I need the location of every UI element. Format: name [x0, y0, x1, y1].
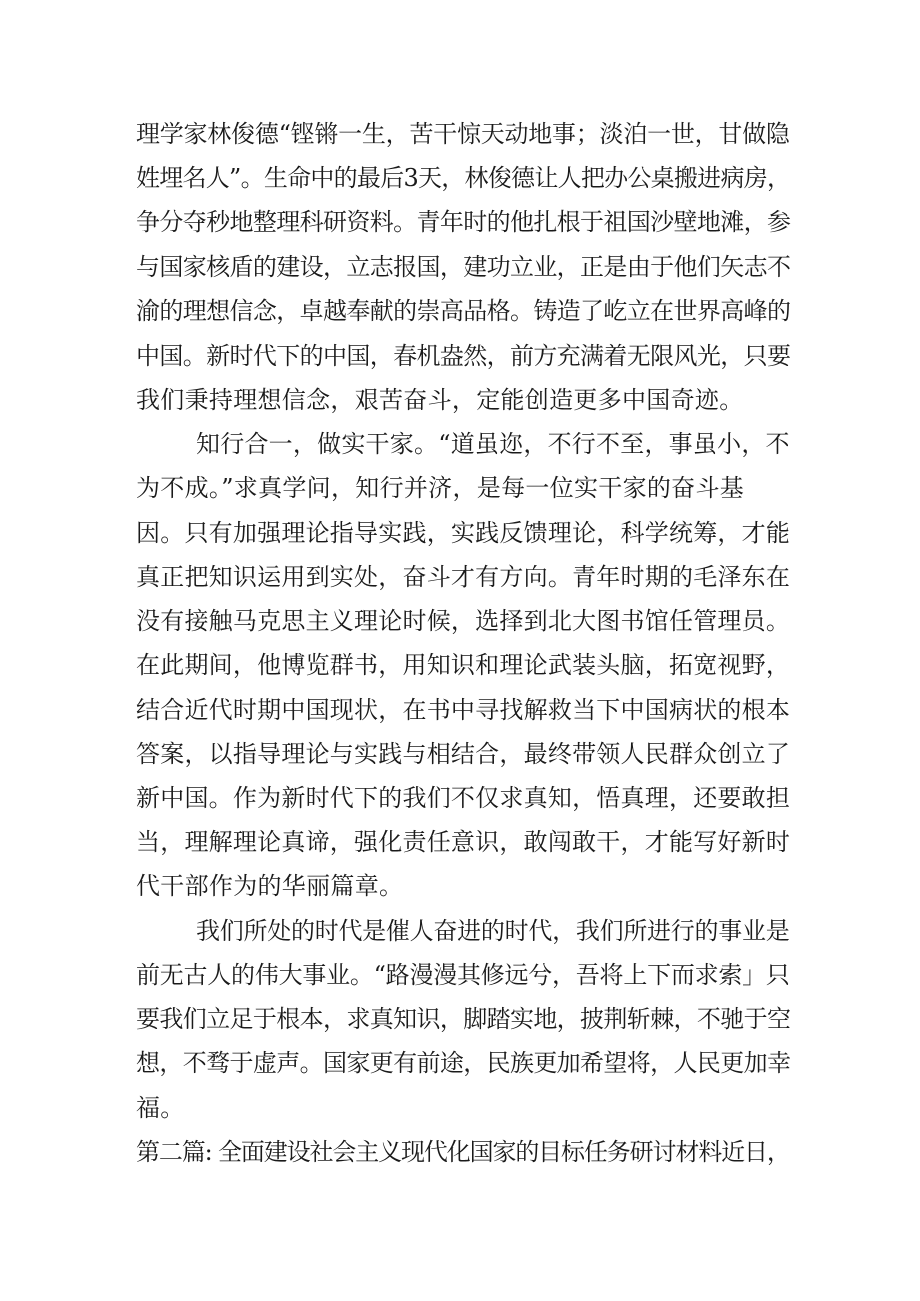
- text-line: 我们秉持理想信念，艰苦奋斗，定能创造更多中国奇迹。: [136, 386, 744, 414]
- text-line: 与国家核盾的建设，立志报国，建功立业，正是由于他们矢志不: [136, 253, 791, 281]
- text-line: 理学家林俊德“铿锵一生，苦干惊天动地事；淡泊一世，甘做隐: [136, 120, 790, 148]
- text-line: 结合近代时期中国现状，在书中寻找解救当下中国病状的根本: [136, 696, 791, 724]
- text-line: 真正把知识运用到实处，奋斗才有方向。青年时期的毛泽东在: [136, 563, 791, 591]
- text-line: 福。: [136, 1094, 185, 1122]
- text-line: 要我们立足于根本，求真知识，脚踏实地，披荆斩棘，不驰于空: [136, 1005, 791, 1033]
- text-line: 答案，以指导理论与实践与相结合，最终带领人民群众创立了: [136, 740, 791, 768]
- text-line: 当，理解理论真谛，强化责任意识，敢闯敢干，才能写好新时: [136, 828, 791, 856]
- paragraph-first-line: 我们所处的时代是催人奋进的时代，我们所进行的事业是: [196, 917, 790, 945]
- text-line: 想，不骛于虚声。国家更有前途，民族更加希望将，人民更加幸: [136, 1049, 791, 1077]
- text-line: 姓埋名人”。生命中的最后3天，林俊德让人把办公桌搬进病房，: [136, 164, 791, 192]
- text-line: 中国。新时代下的中国，春机盎然，前方充满着无限风光，只要: [136, 342, 791, 370]
- text-line: 在此期间，他博览群书，用知识和理论武装头脑，拓宽视野，: [136, 651, 791, 679]
- text-line: 争分夺秒地整理科研资料。青年时的他扎根于祖国沙壁地滩，参: [136, 208, 791, 236]
- text-line: 没有接触马克思主义理论时候，选择到北大图书馆任管理员。: [136, 607, 791, 635]
- text-line: 新中国。作为新时代下的我们不仅求真知，悟真理，还要敢担: [136, 784, 791, 812]
- section-heading-line: 第二篇: 全面建设社会主义现代化国家的目标任务研讨材料近日，: [136, 1138, 790, 1166]
- text-line: 为不成。”求真学问，知行并济，是每一位实干家的奋斗基: [136, 474, 745, 502]
- text-line: 代干部作为的华丽篇章。: [136, 872, 404, 900]
- text-line: 渝的理想信念，卓越奉献的崇高品格。铸造了屹立在世界高峰的: [136, 297, 791, 325]
- text-line: 前无古人的伟大事业。“路漫漫其修远兮，吾将上下而求索」只: [136, 961, 790, 989]
- text-line: 因。只有加强理论指导实践，实践反馈理论，科学统筹，才能: [136, 519, 791, 547]
- paragraph-first-line: 知行合一，做实干家。“道虽迩，不行不至，事虽小，不: [196, 430, 790, 458]
